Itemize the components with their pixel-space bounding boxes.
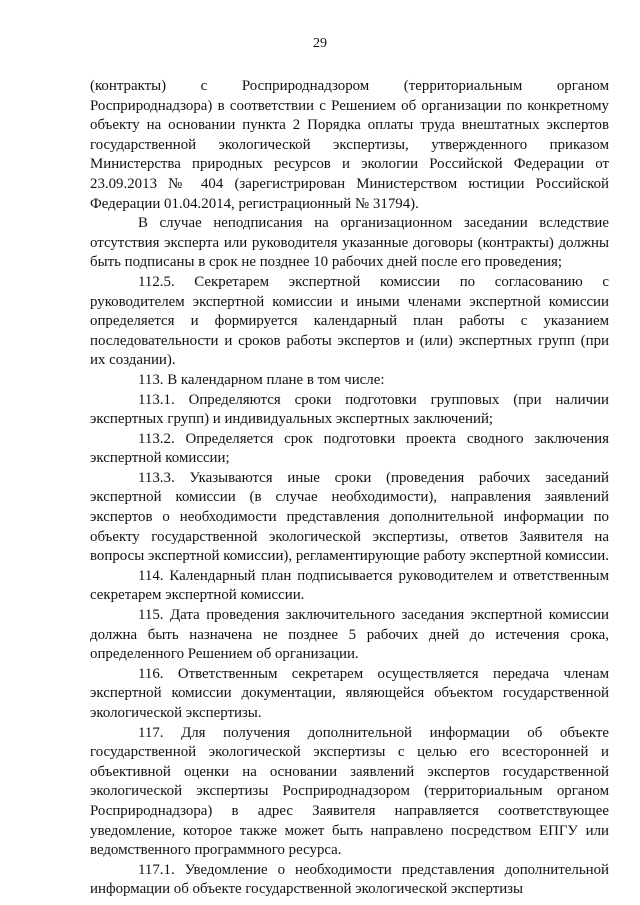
paragraph-117-1: 117.1. Уведомление о необходимости представления дополнительной информации об объекте государственной экологической экспертизы bbox=[90, 861, 609, 898]
paragraph-contracts-continuation: (контракты) с Росприроднадзором (территориальным органом Росприроднадзора) в соответствии с Решением об организации по конкретному объекту на основании пункта 2 Порядка оплаты труда внештатных экспертов государственной экологической экспертизы, утвержденного приказом Министерства природных ресурсов и экологии Российской Федерации от 23.09.2013 № 404 (зарегистрирован Министерством юстиции Российской Федерации 01.04.2014, регистрационный № 31794). bbox=[90, 78, 609, 212]
paragraph-117: 117. Для получения дополнительной информации об объекте государственной экологической экспертизы с целью его всесторонней и объективной оценки на основании заявлений экспертов государственной экологической экспертизы Росприроднадзором (территориальным органом Росприроднадзора) в адрес Заявителя направляется соответствующее уведомление, которое также может быть направлено посредством ЕПГУ или ведомственного программного ресурса. bbox=[90, 724, 609, 859]
paragraph-112-5: 112.5. Секретарем экспертной комиссии по согласованию с руководителем экспертной комиссии и иными членами экспертной комиссии определяется и формируется календарный план работы с указанием последовательности и сроков работы экспертов и (или) экспертных групп (при их создании). bbox=[90, 273, 609, 369]
paragraph-115: 115. Дата проведения заключительного заседания экспертной комиссии должна быть назначена не позднее 5 рабочих дней до истечения срока, определенного Решением об организации. bbox=[90, 607, 609, 663]
paragraph-113-3: 113.3. Указываются иные сроки (проведения рабочих заседаний экспертной комиссии (в случае необходимости), направления заявлений экспертов о необходимости представления дополнительной информации по объекту государственной экологической экспертизы, ответов Заявителя на вопросы экспертной комиссии), регламентирующие работу экспертной комиссии. bbox=[90, 469, 609, 565]
page-number: 29 bbox=[313, 36, 327, 51]
document-body bbox=[90, 77, 609, 900]
paragraph-113: 113. В календарном плане в том числе: bbox=[138, 371, 385, 388]
paragraph-113-1: 113.1. Определяются сроки подготовки групповых (при наличии экспертных групп) и индивидуальных экспертных заключений; bbox=[90, 391, 609, 428]
paragraph-114: 114. Календарный план подписывается руководителем и ответственным секретарем экспертной комиссии. bbox=[90, 567, 609, 604]
paragraph-116: 116. Ответственным секретарем осуществляется передача членам экспертной комиссии документации, являющейся объектом государственной экологической экспертизы. bbox=[90, 665, 609, 721]
paragraph-113-2: 113.2. Определяется срок подготовки проекта сводного заключения экспертной комиссии; bbox=[90, 430, 609, 467]
paragraph-unsigned-contracts: В случае неподписания на организационном заседании вследствие отсутствия эксперта или руководителя указанные договоры (контракты) должны быть подписаны в срок не позднее 10 рабочих дней после его проведения; bbox=[90, 215, 609, 271]
